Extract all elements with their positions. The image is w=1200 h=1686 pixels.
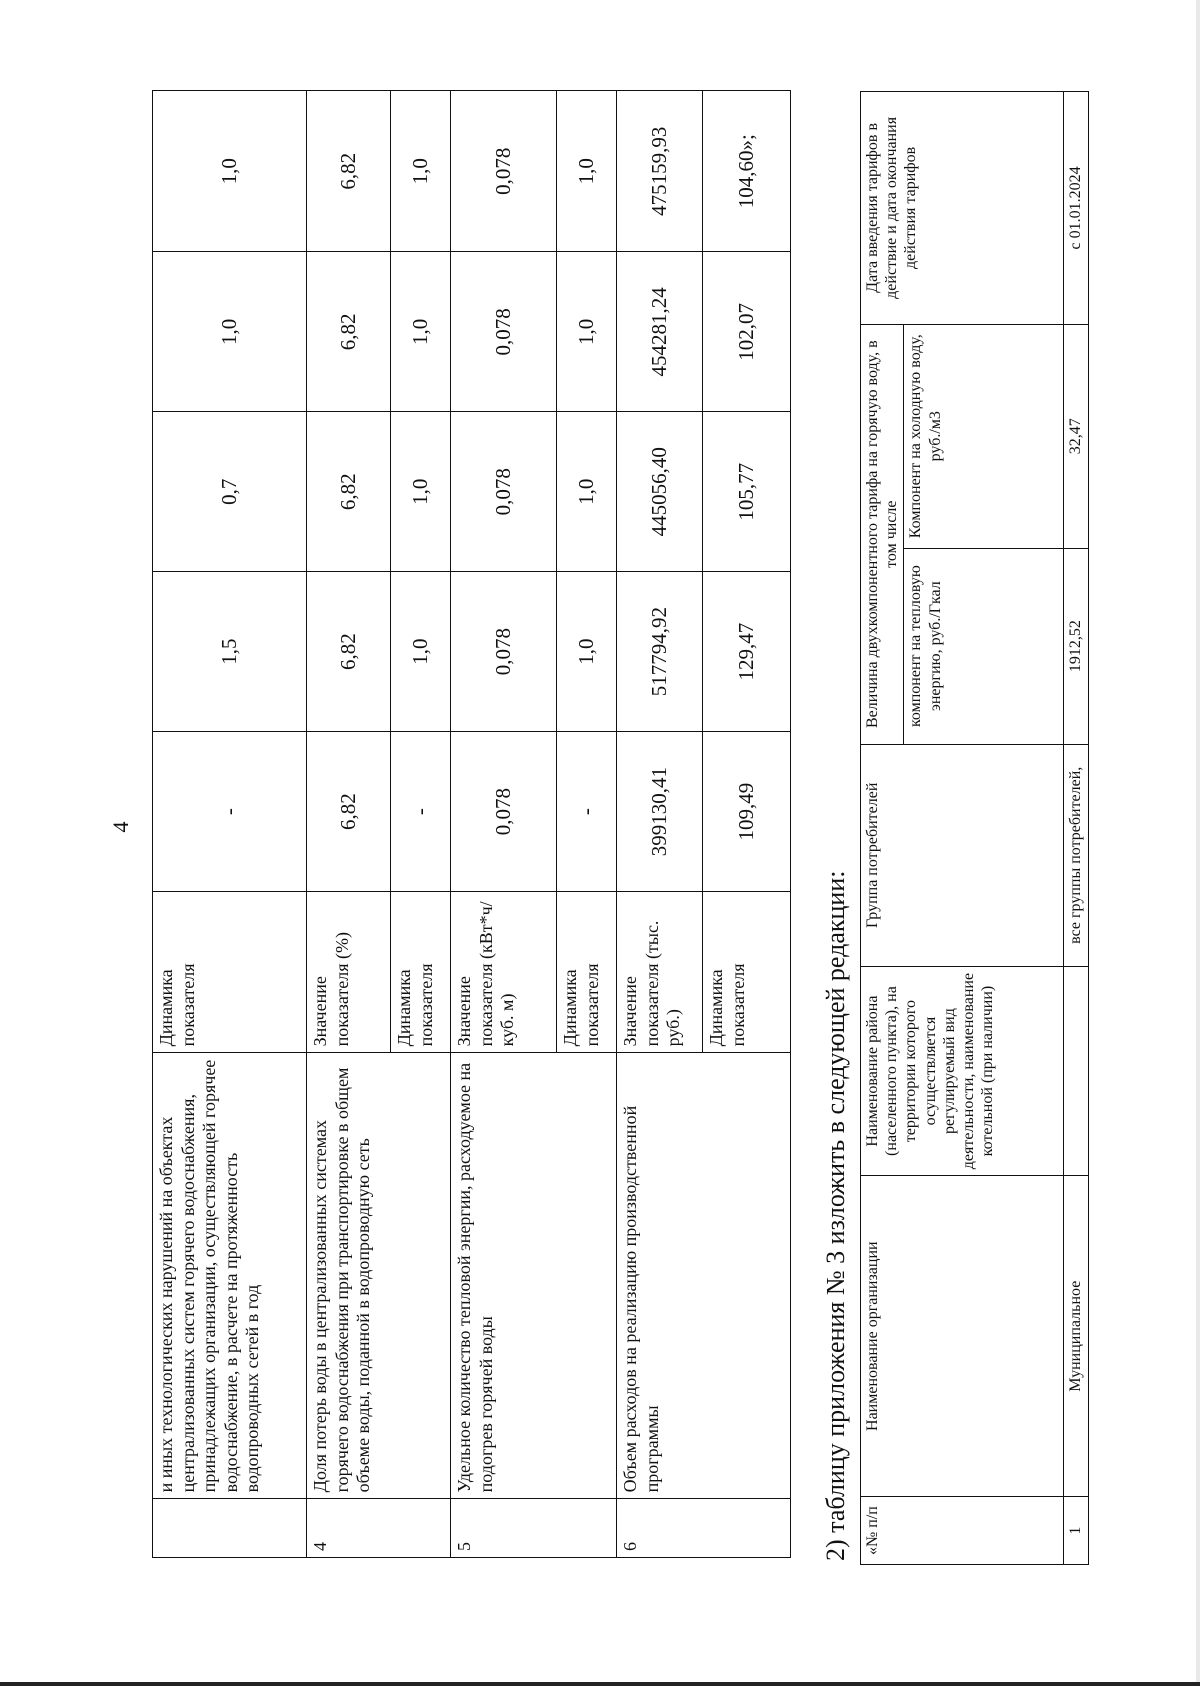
value-cell: 1,0: [391, 412, 451, 572]
tariffs-table: [860, 91, 1089, 1565]
value-cell: 454281,24: [617, 252, 703, 412]
indicator-unit: Динамика показателя: [153, 892, 307, 1053]
value-cell: 1,0: [557, 91, 617, 252]
indicator-unit: Значение показателя (тыс. руб.): [617, 892, 703, 1053]
header-heat-component: компонент на тепловую энергию, руб./Гкал: [904, 548, 1064, 744]
value-cell: 109,49: [703, 732, 791, 892]
value-cell: 6,82: [307, 572, 391, 732]
value-cell: 475159,93: [617, 91, 703, 252]
indicator-name: и иных технологических нарушений на объектах централизованных систем горячего водоснабжения, принадлежащих организации, осуществляющей горячее водоснабжение, в расчете на протяженность водопроводных сетей в год: [153, 1053, 307, 1499]
consumer-group: все группы потребителей,: [1064, 744, 1088, 966]
section-heading: 2) таблицу приложения № 3 изложить в следующей редакции:: [821, 870, 850, 1561]
row-number: 4: [307, 1499, 451, 1558]
header-consumer-group: Группа потребителей: [861, 744, 1064, 966]
value-cell: 0,078: [451, 91, 557, 252]
indicator-unit: Динамика показателя: [391, 892, 451, 1053]
section-heading-wrapper: [808, 91, 864, 1565]
page-edge-bottom: [0, 1682, 1200, 1686]
value-cell: 1,5: [153, 572, 307, 732]
value-cell: -: [557, 732, 617, 892]
value-cell: -: [153, 732, 307, 892]
header-cold-water-component: Компонент на холодную воду, руб./м3: [904, 324, 1064, 548]
indicator-unit: Значение показателя (кВт*ч/куб. м): [451, 892, 557, 1053]
cold-water-component-value: 32,47: [1064, 324, 1088, 548]
district-name: [1064, 966, 1088, 1175]
value-cell: 1,0: [391, 91, 451, 252]
table-row: [617, 91, 703, 1558]
table-row: [1064, 92, 1088, 1565]
value-cell: 1,0: [391, 252, 451, 412]
value-cell: 129,47: [703, 572, 791, 732]
header-dates: Дата введения тарифов в действие и дата окончания действия тарифов: [861, 92, 1064, 325]
organization-name: Муниципальное: [1064, 1176, 1088, 1497]
row-number: 6: [617, 1499, 791, 1558]
value-cell: 102,07: [703, 252, 791, 412]
indicator-name: Доля потерь воды в централизованных системах горячего водоснабжения при транспортировке в общем объеме воды, поданной в водопроводную сеть: [307, 1053, 451, 1499]
value-cell: 0,078: [451, 252, 557, 412]
header-district: Наименование района (населенного пункта), на территории которого осуществляется регулируемый вид деятельности, наименование котельной (при наличии): [861, 966, 1064, 1175]
indicators-table-wrapper: [152, 90, 790, 1558]
value-cell: 517794,92: [617, 572, 703, 732]
value-cell: 0,7: [153, 412, 307, 572]
value-cell: 0,078: [451, 412, 557, 572]
table-row: [153, 91, 307, 1558]
indicator-unit: Динамика показателя: [557, 892, 617, 1053]
header-organization: Наименование организации: [861, 1176, 1064, 1497]
row-number: 1: [1064, 1497, 1088, 1565]
row-number: 5: [451, 1499, 617, 1558]
indicator-unit: Динамика показателя: [703, 892, 791, 1053]
value-cell: 6,82: [307, 412, 391, 572]
indicator-name: Объем расходов на реализацию производственной программы: [617, 1053, 791, 1499]
value-cell: 1,0: [153, 252, 307, 412]
indicator-name: Удельное количество тепловой энергии, расходуемое на подогрев горячей воды: [451, 1053, 617, 1499]
value-cell: 104,60»;: [703, 91, 791, 252]
effective-date: с 01.01.2024: [1064, 92, 1088, 325]
value-cell: -: [391, 732, 451, 892]
value-cell: 6,82: [307, 91, 391, 252]
row-number: [153, 1499, 307, 1558]
indicators-table: [152, 90, 791, 1558]
value-cell: 1,0: [557, 412, 617, 572]
table-row: [307, 91, 391, 1558]
value-cell: 445056,40: [617, 412, 703, 572]
value-cell: 1,0: [153, 91, 307, 252]
value-cell: 1,0: [557, 572, 617, 732]
value-cell: 399130,41: [617, 732, 703, 892]
heat-component-value: 1912,52: [1064, 548, 1088, 744]
table-row: [451, 91, 557, 1558]
indicator-unit: Значение показателя (%): [307, 892, 391, 1053]
header-number: «№ п/п: [861, 1497, 1064, 1565]
value-cell: 1,0: [391, 572, 451, 732]
value-cell: 0,078: [451, 732, 557, 892]
value-cell: 1,0: [557, 252, 617, 412]
value-cell: 0,078: [451, 572, 557, 732]
page-number: 4: [108, 821, 133, 833]
tariffs-table-wrapper: [860, 91, 1088, 1565]
value-cell: 6,82: [307, 252, 391, 412]
value-cell: 6,82: [307, 732, 391, 892]
header-tariff: Величина двухкомпонентного тарифа на горячую воду, в том числе: [861, 324, 904, 744]
table-header-row: [861, 92, 904, 1565]
page-edge-right: [1196, 0, 1200, 1686]
value-cell: 105,77: [703, 412, 791, 572]
